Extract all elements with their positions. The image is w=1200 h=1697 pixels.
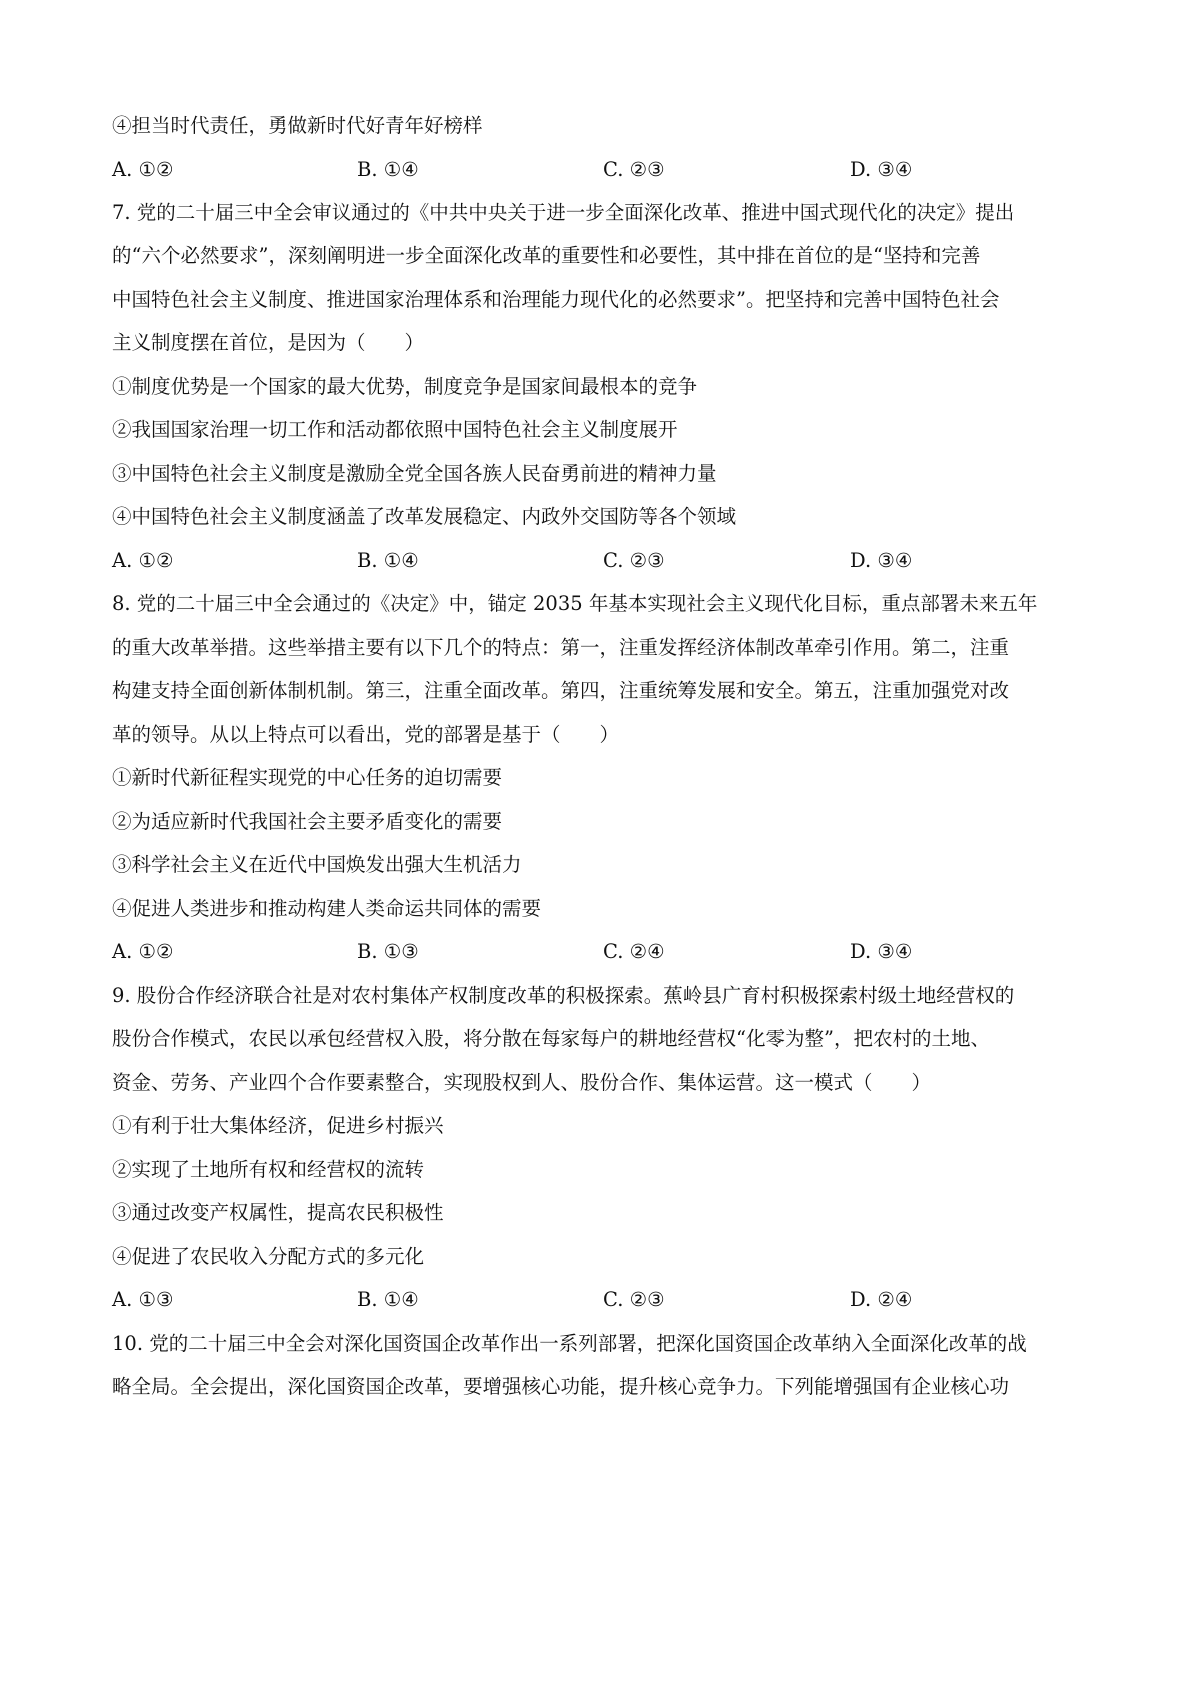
q8-option-d[interactable]: D. ③④ xyxy=(850,940,913,963)
q9-option-a[interactable]: A. ①③ xyxy=(112,1288,174,1311)
q6-item-4: ④担当时代责任，勇做新时代好青年好榜样 xyxy=(112,114,483,137)
q7-option-d[interactable]: D. ③④ xyxy=(850,549,913,572)
q9-stem-line: 股份合作模式，农民以承包经营权入股，将分散在每家每户的耕地经营权“化零为整”，把农村的土地、 xyxy=(112,1027,990,1050)
q9-item-4: ④促进了农民收入分配方式的多元化 xyxy=(112,1245,425,1268)
q7-option-c[interactable]: C. ②③ xyxy=(603,549,665,572)
q9-stem-line: 9. 股份合作经济联合社是对农村集体产权制度改革的积极探索。蕉岭县广育村积极探索村级土地经营权的 xyxy=(112,984,1015,1007)
q7-item-2: ②我国国家治理一切工作和活动都依照中国特色社会主义制度展开 xyxy=(112,418,678,441)
q9-option-b[interactable]: B. ①④ xyxy=(357,1288,419,1311)
q6-option-b[interactable]: B. ①④ xyxy=(357,158,419,181)
q8-item-2: ②为适应新时代我国社会主要矛盾变化的需要 xyxy=(112,810,503,833)
q8-option-c[interactable]: C. ②④ xyxy=(603,940,665,963)
q7-stem-line: 7. 党的二十届三中全会审议通过的《中共中央关于进一步全面深化改革、推进中国式现代化的决定》提出 xyxy=(112,201,1015,224)
q10-stem-line: 10. 党的二十届三中全会对深化国资国企改革作出一系列部署，把深化国资国企改革纳入全面深化改革的战 xyxy=(112,1332,1027,1355)
q8-item-3: ③科学社会主义在近代中国焕发出强大生机活力 xyxy=(112,853,522,876)
q7-option-b[interactable]: B. ①④ xyxy=(357,549,419,572)
q9-item-3: ③通过改变产权属性，提高农民积极性 xyxy=(112,1201,444,1224)
q7-item-3: ③中国特色社会主义制度是激励全党全国各族人民奋勇前进的精神力量 xyxy=(112,462,717,485)
q8-stem-line: 8. 党的二十届三中全会通过的《决定》中，锚定 2035 年基本实现社会主义现代化目标，重点部署未来五年 xyxy=(112,592,1038,615)
q8-stem-line: 构建支持全面创新体制机制。第三，注重全面改革。第四，注重统筹发展和安全。第五，注重加强党对改 xyxy=(112,679,1010,702)
q6-option-c[interactable]: C. ②③ xyxy=(603,158,665,181)
q8-item-4: ④促进人类进步和推动构建人类命运共同体的需要 xyxy=(112,897,542,920)
q9-item-1: ①有利于壮大集体经济，促进乡村振兴 xyxy=(112,1114,444,1137)
q6-option-a[interactable]: A. ①② xyxy=(112,158,174,181)
q7-stem-line: 中国特色社会主义制度、推进国家治理体系和治理能力现代化的必然要求”。把坚持和完善中国特色社会 xyxy=(112,288,1000,311)
q8-stem-line: 的重大改革举措。这些举措主要有以下几个的特点：第一，注重发挥经济体制改革牵引作用。第二，注重 xyxy=(112,636,1010,659)
q8-option-a[interactable]: A. ①② xyxy=(112,940,174,963)
q9-option-c[interactable]: C. ②③ xyxy=(603,1288,665,1311)
q7-item-4: ④中国特色社会主义制度涵盖了改革发展稳定、内政外交国防等各个领域 xyxy=(112,505,737,528)
q7-item-1: ①制度优势是一个国家的最大优势，制度竞争是国家间最根本的竞争 xyxy=(112,375,698,398)
q6-option-d[interactable]: D. ③④ xyxy=(850,158,913,181)
q8-option-b[interactable]: B. ①③ xyxy=(357,940,419,963)
q9-stem-line: 资金、劳务、产业四个合作要素整合，实现股权到人、股份合作、集体运营。这一模式（ ） xyxy=(112,1071,932,1094)
q8-item-1: ①新时代新征程实现党的中心任务的迫切需要 xyxy=(112,766,503,789)
q7-stem-line: 的“六个必然要求”，深刻阐明进一步全面深化改革的重要性和必要性，其中排在首位的是“坚持和完善 xyxy=(112,244,981,267)
q7-stem-line: 主义制度摆在首位，是因为（ ） xyxy=(112,331,425,354)
q8-stem-line: 革的领导。从以上特点可以看出，党的部署是基于（ ） xyxy=(112,723,620,746)
q10-stem-line: 略全局。全会提出，深化国资国企改革，要增强核心功能，提升核心竞争力。下列能增强国有企业核心功 xyxy=(112,1375,1010,1398)
q9-item-2: ②实现了土地所有权和经营权的流转 xyxy=(112,1158,425,1181)
q7-option-a[interactable]: A. ①② xyxy=(112,549,174,572)
q9-option-d[interactable]: D. ②④ xyxy=(850,1288,913,1311)
